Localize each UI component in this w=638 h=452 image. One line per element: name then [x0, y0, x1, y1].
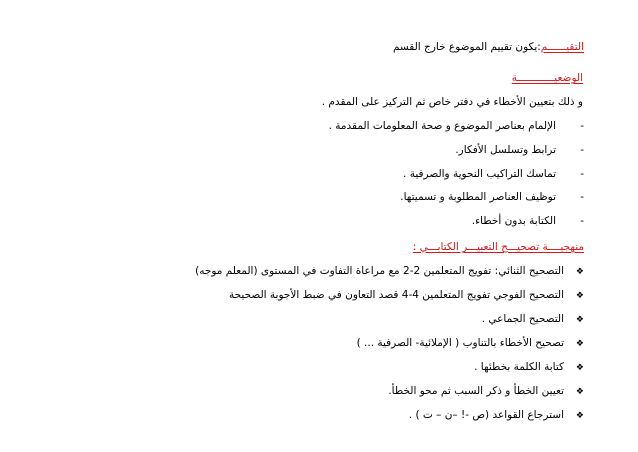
- evaluation-text: :يكون تقييم الموضوع خارج القسم: [392, 41, 541, 53]
- criteria-dash: -: [580, 120, 584, 132]
- criteria-dash: -: [580, 168, 584, 180]
- criteria-dash: -: [580, 191, 584, 203]
- intro-text: و ذلك بتعيين الأخطاء في دفتر خاص ثم التركيز على المقدم .: [321, 96, 583, 108]
- criteria-text: الكتابة بدون أخطاء.: [471, 215, 556, 227]
- method-text: كتابة الكلمة بخطئها .: [474, 361, 564, 373]
- method-text: استرجاع القواعد (ص -! –ن – ت ) .: [408, 409, 564, 421]
- method-item: [388, 384, 584, 399]
- criteria-item: [403, 167, 584, 181]
- method-text: التصحيح الفوجي تفويج المتعلمين 4-4 قصد التعاون في ضبط الأجوبة الصحيحة: [229, 289, 564, 301]
- criteria-item: [400, 190, 584, 204]
- method-item: [482, 312, 584, 327]
- criteria-dash: -: [580, 215, 584, 227]
- criteria-text: ترابط وتسلسل الأفكار.: [455, 144, 556, 156]
- diamond-bullet-icon: ❖: [575, 363, 584, 373]
- diamond-bullet-icon: ❖: [575, 339, 584, 349]
- criteria-item: [472, 214, 584, 228]
- method-item: [409, 408, 584, 423]
- diamond-bullet-icon: ❖: [575, 387, 584, 397]
- method-item: [357, 336, 584, 351]
- evaluation-line: [393, 40, 584, 54]
- criteria-item: [329, 119, 584, 133]
- criteria-text: تماسك التراكيب النحوية والصرفية .: [403, 168, 556, 180]
- method-text: التصحيح الجماعي .: [481, 313, 564, 325]
- method-item: [474, 360, 584, 375]
- method-text: تصحيح الأخطاء بالتناوب ( الإملائية- الصرفية ... ): [356, 337, 564, 349]
- method-text: التصحيح الثنائي: تفويج المتعلمين 2-2 مع مراعاة التفاوت في المستوى (المعلم موجه): [195, 265, 564, 277]
- criteria-text: توظيف العناصر المطلوبة و تسميتها.: [400, 191, 556, 203]
- evaluation-label: التقيــــــم: [540, 41, 584, 53]
- diamond-bullet-icon: ❖: [575, 411, 584, 421]
- status-label: الوضعيــــــــــــة: [511, 72, 583, 84]
- diamond-bullet-icon: ❖: [575, 291, 584, 301]
- method-item: [195, 264, 584, 279]
- criteria-dash: -: [580, 144, 584, 156]
- diamond-bullet-icon: ❖: [575, 267, 584, 277]
- criteria-item: [455, 143, 584, 157]
- method-item: [229, 288, 584, 303]
- method-title: منهجيــــة تصحيـــح التعبيـــر الكتابـــي :: [412, 241, 584, 253]
- diamond-bullet-icon: ❖: [575, 315, 584, 325]
- criteria-text: الإلمام بعناصر الموضوع و صحة المعلومات المقدمة .: [328, 120, 556, 132]
- method-text: تعيين الخطأ و ذكر السبب ثم محو الخطأ.: [388, 385, 564, 397]
